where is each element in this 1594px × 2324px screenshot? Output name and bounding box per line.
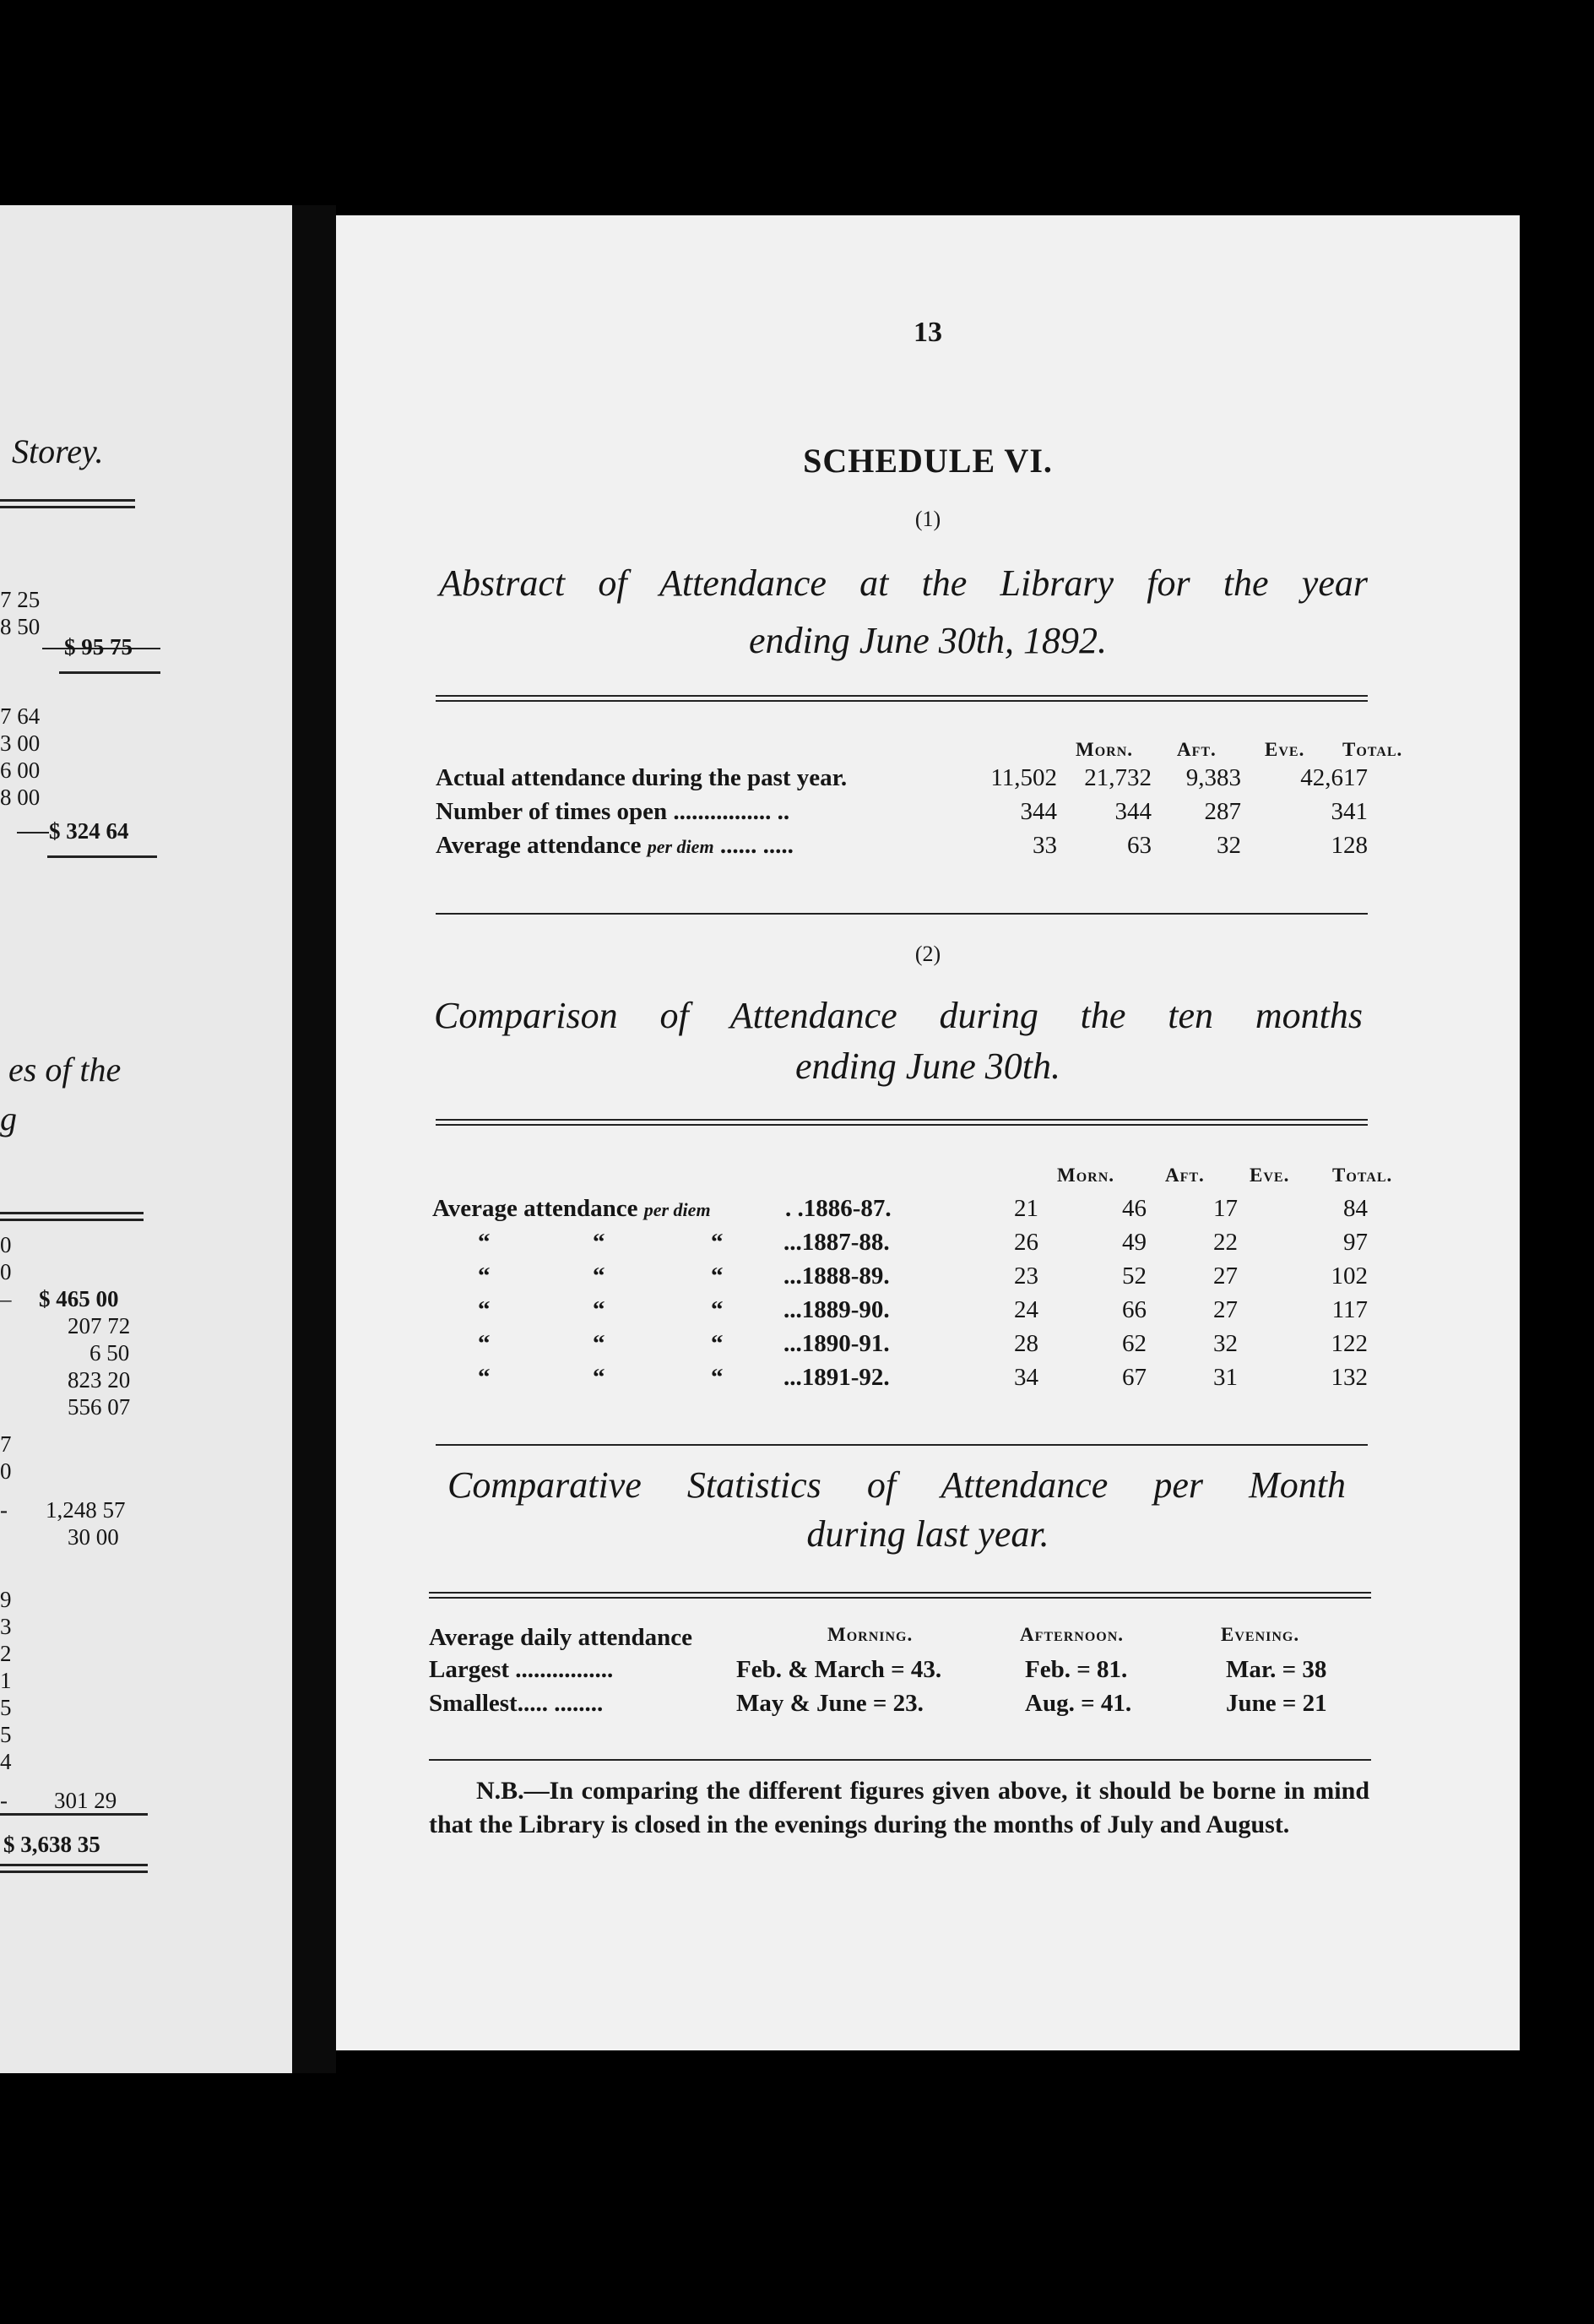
table2-row-label: Average attendance per diem xyxy=(432,1195,711,1222)
table3-cell: June = 21 xyxy=(1226,1690,1327,1717)
table1-cell: 9,383 xyxy=(1185,764,1241,791)
table2-row xyxy=(432,1364,1368,1398)
table1-cell: 128 xyxy=(1331,832,1368,859)
ditto-mark: “ xyxy=(478,1296,491,1323)
table2-year: ...1888-89. xyxy=(783,1262,890,1290)
table3-row xyxy=(429,1690,1371,1724)
left-amount: 1,248 57 xyxy=(46,1497,126,1523)
ditto-mark: “ xyxy=(711,1262,724,1290)
table3-bottom-rule xyxy=(429,1759,1371,1761)
left-amount: 1 xyxy=(0,1668,12,1693)
table1-cell: 42,617 xyxy=(1300,764,1368,791)
table2-cell: 31 xyxy=(1213,1364,1238,1391)
ditto-mark: “ xyxy=(593,1262,605,1290)
schedule-title: SCHEDULE VI. xyxy=(803,442,1053,480)
table2-cell: 49 xyxy=(1122,1229,1147,1256)
table2-year: ...1890-91. xyxy=(783,1330,890,1357)
table3-label-header: Average daily attendance xyxy=(429,1624,692,1651)
page-number: 13 xyxy=(914,317,942,348)
table2-cell: 22 xyxy=(1213,1229,1238,1256)
table2-cell: 102 xyxy=(1331,1262,1368,1290)
ditto-mark: “ xyxy=(711,1364,724,1391)
section1-title-line2: ending June 30th, 1892. xyxy=(748,620,1108,661)
left-heading-fragment: Storey. xyxy=(12,432,104,470)
left-amount: 3 xyxy=(0,1614,12,1639)
table2-cell: 21 xyxy=(1014,1195,1038,1222)
table2-cell: 97 xyxy=(1343,1229,1368,1256)
table1-cell: 63 xyxy=(1127,832,1152,859)
left-rule xyxy=(0,1871,148,1873)
table2-year: ...1887-88. xyxy=(783,1229,890,1256)
table1-cell: 344 xyxy=(1114,798,1152,825)
table1-cell: 341 xyxy=(1331,798,1368,825)
table2-cell: 27 xyxy=(1213,1262,1238,1290)
table1-cell: 32 xyxy=(1217,832,1241,859)
section3-title-line2: during last year. xyxy=(806,1513,1049,1555)
section2-marker: (2) xyxy=(914,942,941,966)
table1-cell: 344 xyxy=(1020,798,1057,825)
left-amount: 6 50 xyxy=(89,1340,130,1366)
table2-cell: 84 xyxy=(1343,1195,1368,1222)
table2-header-morn: Morn. xyxy=(1057,1165,1115,1186)
table2-header-total: Total. xyxy=(1332,1165,1393,1186)
ditto-mark: “ xyxy=(478,1229,491,1256)
left-amount: 5 xyxy=(0,1722,12,1747)
ditto-mark: “ xyxy=(478,1364,491,1391)
table2-cell: 117 xyxy=(1331,1296,1368,1323)
table2-cell: 46 xyxy=(1122,1195,1147,1222)
table3-top-rule xyxy=(429,1592,1371,1599)
table2-cell: 122 xyxy=(1331,1330,1368,1357)
table2-row xyxy=(432,1330,1368,1364)
left-amount: 3 00 xyxy=(0,730,41,756)
left-rule xyxy=(0,1813,148,1816)
table1-row xyxy=(436,832,1368,866)
table1-cell: 287 xyxy=(1204,798,1241,825)
left-amount: 0 xyxy=(0,1259,12,1284)
ditto-mark: “ xyxy=(711,1330,724,1357)
left-amount: 8 50 xyxy=(0,614,41,639)
section1-title-line1: Abstract of Attendance at the Library for the year xyxy=(439,562,1368,604)
left-rule xyxy=(0,1212,144,1214)
table3-cell: Feb. = 81. xyxy=(1025,1656,1128,1683)
left-amount: 7 25 xyxy=(0,587,41,612)
table2-top-rule xyxy=(436,1119,1368,1126)
left-amount: 0 xyxy=(0,1458,12,1484)
page-13 xyxy=(336,215,1520,2050)
left-amount: 8 00 xyxy=(0,785,41,810)
left-rule xyxy=(47,855,157,858)
table2-year: ...1889-90. xyxy=(783,1296,890,1323)
table1-header-eve: Eve. xyxy=(1265,739,1305,760)
ditto-mark: “ xyxy=(711,1229,724,1256)
table2-cell: 34 xyxy=(1014,1364,1038,1391)
table2-row xyxy=(432,1229,1368,1262)
table2-cell: 66 xyxy=(1122,1296,1147,1323)
table3-cell: Mar. = 38 xyxy=(1226,1656,1327,1683)
left-rule xyxy=(0,1864,148,1866)
table2-row xyxy=(432,1262,1368,1296)
table1-row-label: Average attendance per diem ...... ..... xyxy=(436,832,794,859)
ditto-mark: “ xyxy=(711,1296,724,1323)
left-rule xyxy=(0,1219,144,1221)
ditto-mark: “ xyxy=(478,1262,491,1290)
table1-cell: 21,732 xyxy=(1084,764,1152,791)
table2-row xyxy=(432,1195,1368,1229)
table2-cell: 62 xyxy=(1122,1330,1147,1357)
table3-row xyxy=(429,1656,1371,1690)
left-amount: 9 xyxy=(0,1587,12,1612)
ditto-mark: “ xyxy=(593,1229,605,1256)
table1-cell: 11,502 xyxy=(990,764,1057,791)
left-amount: 207 72 xyxy=(68,1313,131,1338)
left-rule xyxy=(0,506,135,508)
left-amount: 4 xyxy=(0,1749,12,1774)
table2-header-eve: Eve. xyxy=(1250,1165,1290,1186)
table3-header-evening: Evening. xyxy=(1221,1624,1300,1645)
table3-header-afternoon: Afternoon. xyxy=(1020,1624,1125,1645)
table2-cell: 17 xyxy=(1213,1195,1238,1222)
table1-row-label: Number of times open ................ .. xyxy=(436,798,790,825)
table3-cell: May & June = 23. xyxy=(736,1690,924,1717)
table1-bottom-rule xyxy=(436,913,1368,915)
table1 xyxy=(436,739,1403,908)
left-heading2-line2: g xyxy=(0,1100,17,1138)
ditto-mark: “ xyxy=(593,1364,605,1391)
ditto-mark: “ xyxy=(593,1330,605,1357)
table2-cell: 32 xyxy=(1213,1330,1238,1357)
left-amount: $ 465 00 xyxy=(39,1286,119,1311)
table2 xyxy=(432,1165,1393,1418)
section3-title-line1: Comparative Statistics of Attendance per Month xyxy=(447,1464,1346,1506)
left-heading2-line1: es of the xyxy=(8,1051,122,1089)
section2-title-line2: ending June 30th. xyxy=(794,1045,1061,1087)
left-amount: $ 324 64 xyxy=(49,818,129,844)
left-rule xyxy=(0,499,135,502)
footnote: N.B.—In comparing the different figures given above, it should be borne in mind that the Library is closed in the evenings during the months of July and August. xyxy=(429,1777,1369,1838)
left-amount: 823 20 xyxy=(68,1367,131,1393)
table1-header-total: Total. xyxy=(1342,739,1403,760)
left-amount: 7 64 xyxy=(0,703,41,729)
table1-header-morn: Morn. xyxy=(1076,739,1134,760)
left-total: $ 3,638 35 xyxy=(3,1832,100,1857)
table2-header-aft: Aft. xyxy=(1165,1165,1205,1186)
table2-cell: 52 xyxy=(1122,1262,1147,1290)
table2-cell: 132 xyxy=(1331,1364,1368,1391)
left-amount: 30 00 xyxy=(68,1524,119,1550)
ditto-mark: “ xyxy=(593,1296,605,1323)
left-amount: 556 07 xyxy=(68,1394,131,1420)
left-amount: 7 xyxy=(0,1431,12,1457)
table2-cell: 27 xyxy=(1213,1296,1238,1323)
left-amount: $ 95 75 xyxy=(64,634,133,660)
table1-header-aft: Aft. xyxy=(1177,739,1217,760)
left-amount: 6 00 xyxy=(0,757,41,783)
left-amount: 2 xyxy=(0,1641,12,1666)
table2-row xyxy=(432,1296,1368,1330)
table1-row xyxy=(436,764,1368,798)
left-facing-page: Storey. 7 25 8 50 $ 95 75 7 64 3 00 6 00 8 00 $ 324 64 es of the g 0 0 – $ 465 00 207 72 6 50 823 20 556 07 7 0 - 1,248 57 30 00 9 3 2 1 5 5 4 - 301 29 $ 3,638 35 xyxy=(0,205,292,2073)
table2-cell: 28 xyxy=(1014,1330,1038,1357)
table1-top-rule xyxy=(436,695,1368,702)
table2-cell: 23 xyxy=(1014,1262,1038,1290)
table3-row-label: Largest ................ xyxy=(429,1656,614,1683)
table3-row-label: Smallest..... ........ xyxy=(429,1690,604,1717)
table2-cell: 24 xyxy=(1014,1296,1038,1323)
left-amount: 5 xyxy=(0,1695,12,1720)
section2-title-line1: Comparison of Attendance during the ten months xyxy=(434,995,1363,1036)
table2-bottom-rule xyxy=(436,1444,1368,1446)
table3-cell: Aug. = 41. xyxy=(1025,1690,1132,1717)
table3-header-morning: Morning. xyxy=(827,1624,914,1645)
table2-year: . .1886-87. xyxy=(785,1195,892,1222)
left-dash xyxy=(17,832,49,833)
table3-cell: Feb. & March = 43. xyxy=(736,1656,942,1683)
table2-cell: 26 xyxy=(1014,1229,1038,1256)
left-rule xyxy=(59,671,160,674)
table1-row-label: Actual attendance during the past year. xyxy=(436,764,848,791)
table2-cell: 67 xyxy=(1122,1364,1147,1391)
table1-cell: 33 xyxy=(1033,832,1057,859)
table2-year: ...1891-92. xyxy=(783,1364,890,1391)
section1-marker: (1) xyxy=(914,507,941,531)
table1-row xyxy=(436,798,1368,832)
left-amount: 0 xyxy=(0,1232,12,1257)
gutter xyxy=(292,205,336,2073)
left-amount: 301 29 xyxy=(54,1788,117,1813)
ditto-mark: “ xyxy=(478,1330,491,1357)
table3 xyxy=(429,1624,1371,1742)
